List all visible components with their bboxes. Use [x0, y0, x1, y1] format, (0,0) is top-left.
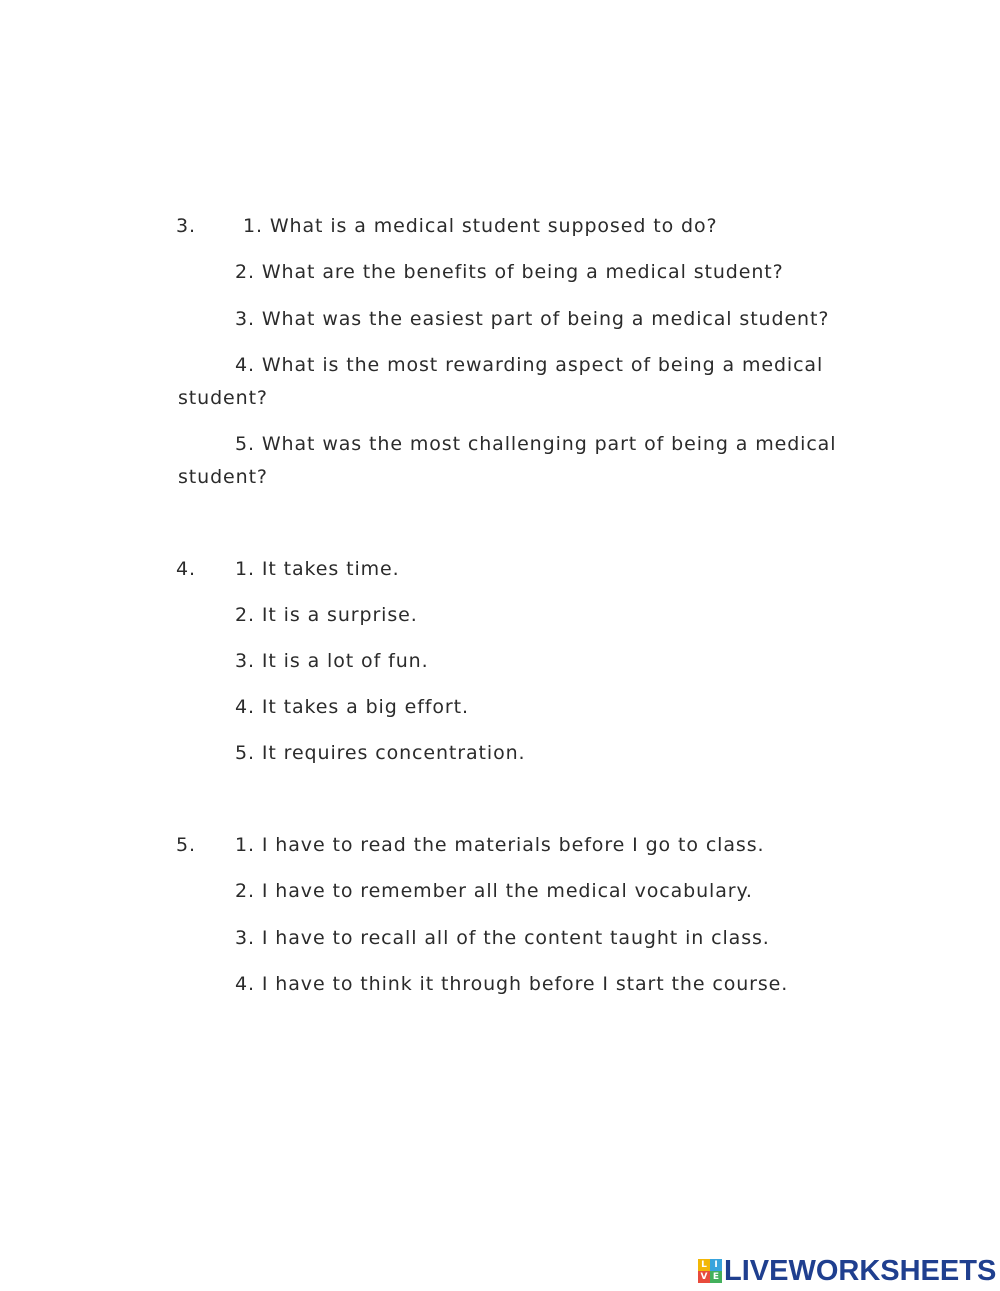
section-5-item-3: 3. I have to recall all of the content taught in class.	[235, 927, 770, 949]
section-3-item-4-cont: student?	[178, 387, 268, 409]
section-5-item-4: 4. I have to think it through before I start the course.	[235, 973, 789, 995]
section-5-number: 5.	[176, 834, 196, 856]
section-3-item-1: 1. What is a medical student supposed to do?	[243, 215, 718, 237]
logo-mark-l: L	[698, 1259, 710, 1271]
section-3-item-4: 4. What is the most rewarding aspect of being a medical	[235, 354, 824, 376]
live-logo-mark-icon	[698, 1259, 722, 1283]
section-3-item-5: 5. What was the most challenging part of being a medical	[235, 433, 837, 455]
section-3-number: 3.	[176, 215, 196, 237]
section-4-item-3: 3. It is a lot of fun.	[235, 650, 429, 672]
logo-mark-e: E	[710, 1271, 722, 1283]
section-4-item-4: 4. It takes a big effort.	[235, 696, 469, 718]
logo-text: LIVEWORKSHEETS	[724, 1255, 997, 1287]
liveworksheets-logo[interactable]	[698, 1256, 996, 1286]
logo-mark-v: V	[698, 1271, 710, 1283]
section-3-item-3: 3. What was the easiest part of being a medical student?	[235, 308, 830, 330]
section-4-item-5: 5. It requires concentration.	[235, 742, 526, 764]
section-3-item-2: 2. What are the benefits of being a medical student?	[235, 261, 784, 283]
section-4-number: 4.	[176, 558, 196, 580]
section-3-item-5-cont: student?	[178, 466, 268, 488]
section-4-item-1: 1. It takes time.	[235, 558, 400, 580]
section-5-item-2: 2. I have to remember all the medical vocabulary.	[235, 880, 753, 902]
logo-mark-i: I	[710, 1259, 722, 1271]
section-5-item-1: 1. I have to read the materials before I go to class.	[235, 834, 765, 856]
section-4-item-2: 2. It is a surprise.	[235, 604, 418, 626]
